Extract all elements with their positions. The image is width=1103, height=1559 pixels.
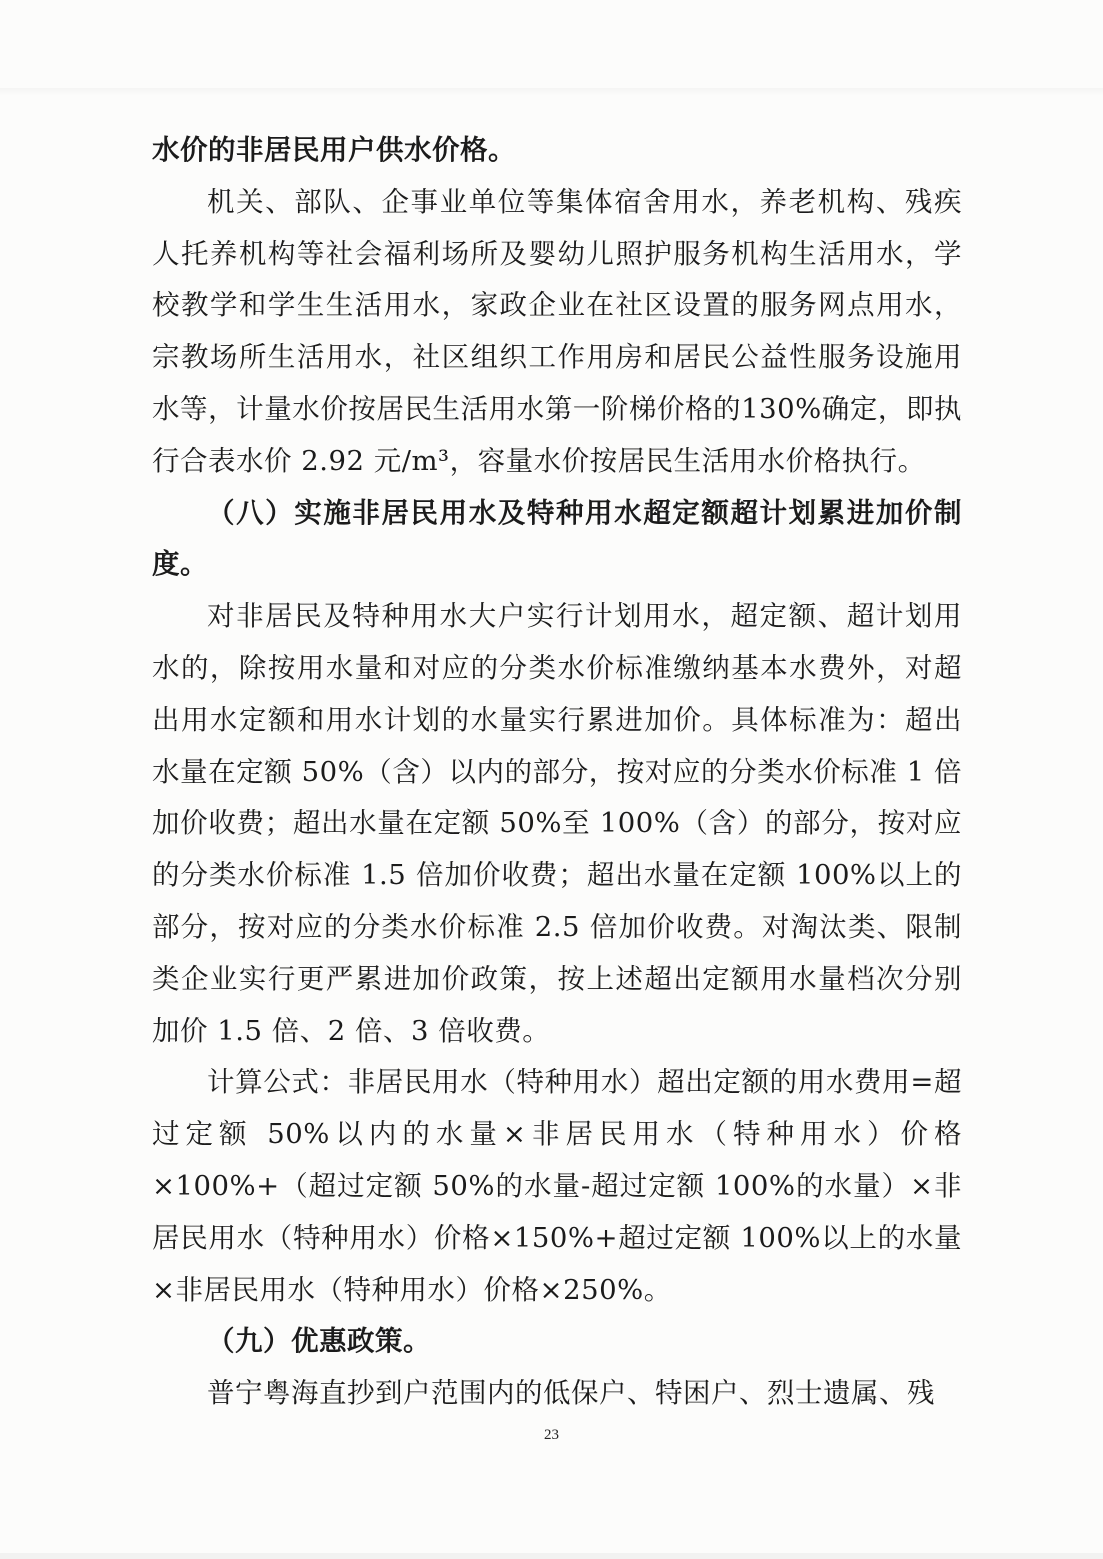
scan-bottom-edge	[0, 1553, 1103, 1559]
lead-line: 水价的非居民用户供水价格。	[152, 134, 516, 166]
section-heading-8: （八）实施非居民用水及特种用水超定额超计划累进加价制度。	[152, 496, 962, 581]
paragraph-preferential-policy: 普宁粤海直抄到户范围内的低保户、特困户、烈士遗属、残	[207, 1377, 935, 1410]
body-text	[152, 125, 962, 1420]
page-number: 23	[544, 1427, 559, 1443]
paragraph-progressive-pricing: 对非居民及特种用水大户实行计划用水，超定额、超计划用水的，除按用水量和对应的分类水价标准缴纳基本水费外，对超出用水定额和用水计划的水量实行累进加价。具体标准为：超出水量在定额 50%（含）以内的部分，按对应的分类水价标准 1 倍加价收费；超出水量在定额 50%至 100%（含）的部分，按对应的分类水价标准 1.5 倍加价收费；超出水量在定额 100%以上的部分，按对应的分类水价标准 2.5 倍加价收费。对淘汰类、限制类企业实行更严累进加价政策，按上述超出定额用水量档次分别加价 1.5 倍、2 倍、3 倍收费。	[152, 600, 962, 1047]
paragraph-dormitory-water: 机关、部队、企事业单位等集体宿舍用水，养老机构、残疾人托养机构等社会福利场所及婴幼儿照护服务机构生活用水，学校教学和学生生活用水，家政企业在社区设置的服务网点用水，宗教场所生活用水，社区组织工作用房和居民公益性服务设施用水等，计量水价按居民生活用水第一阶梯价格的130%确定，即执行合表水价 2.92 元/m³，容量水价按居民生活用水价格执行。	[152, 185, 962, 477]
scan-shadow-band	[0, 88, 1103, 96]
paragraph-calculation-formula: 计算公式：非居民用水（特种用水）超出定额的用水费用=超过定额 50%以内的水量×非居民用水（特种用水）价格×100%+（超过定额 50%的水量-超过定额 100%的水量）×非居民用水（特种用水）价格×150%+超过定额 100%以上的水量×非居民用水（特种用水）价格×250%。	[152, 1066, 962, 1306]
section-heading-9: （九）优惠政策。	[207, 1325, 431, 1358]
